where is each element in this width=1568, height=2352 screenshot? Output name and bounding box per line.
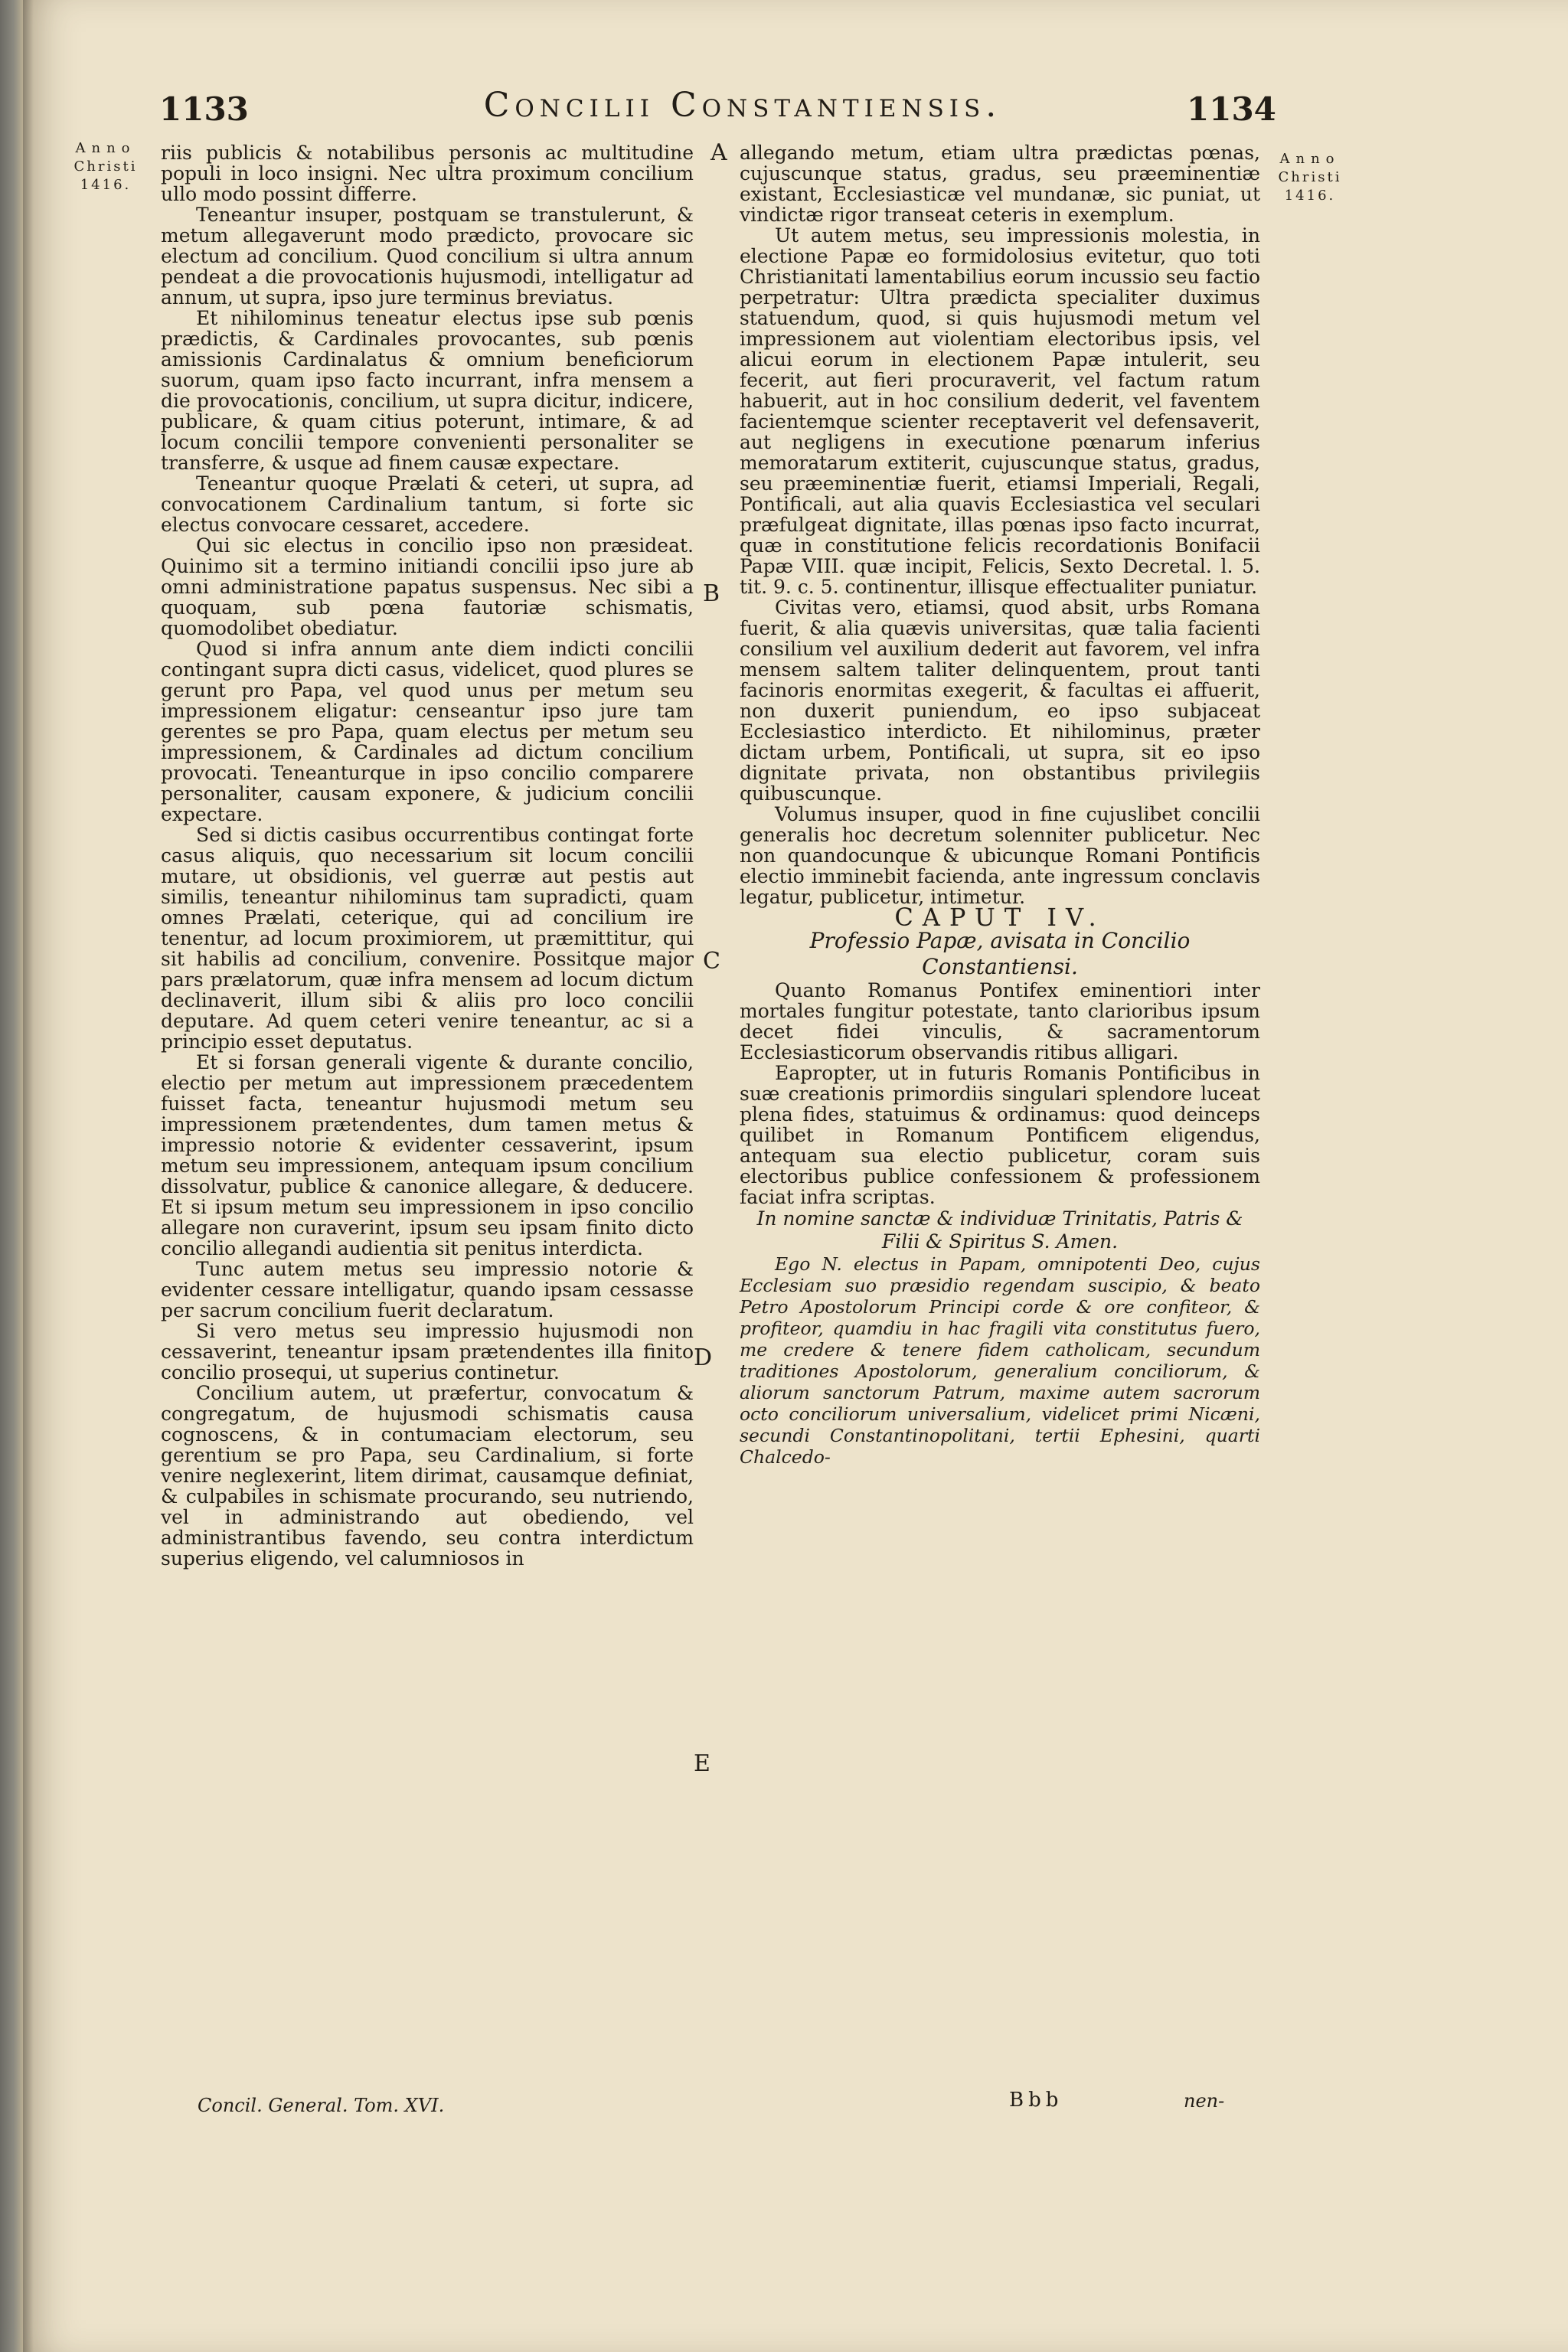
- section-marker-b: B: [703, 580, 720, 607]
- left-margin-note: [60, 139, 152, 194]
- chapter-subtitle: Professio Papæ, avisata in Concilio Constantiensi.: [809, 928, 1191, 979]
- catchword: nen-: [1184, 2090, 1225, 2112]
- paragraph: Et nihilominus teneatur electus ipse sub pœnis prædictis, & Cardinales provocantes, sub pœnis amissionis Cardinalatus & omnium beneficiorum suorum, quam ipso facto incurrant, infra mensem a die provocationis, concilium, ut supra dicitur, indicere, publicare, & quam citius poterunt, intimare, & ad locum concilii tempore convenienti personaliter se transferre, & usque ad finem causæ expectare.: [161, 307, 694, 474]
- section-marker-a: A: [710, 139, 727, 166]
- paragraph: Eapropter, ut in futuris Romanis Pontificibus in suæ creationis primordiis singulari splendore luceat plena fides, statuimus & ordinamus: quod deinceps quilibet in Romanum Pontificem eligendus, antequam sua electio publicetur, coram suis electoribus publice confessionem & professionem faciat infra scriptas.: [740, 1062, 1260, 1208]
- right-margin-note: [1260, 150, 1360, 205]
- paragraph: Concilium autem, ut præfertur, convocatum & congregatum, de hujusmodi schismatis causa cognoscens, & in contumaciam electorum, seu gerentium se pro Papa, seu Cardinalium, si forte venire neglexerint, litem dirimat, causamque definiat, & culpabiles in schismate procurando, seu nutriendo, vel in administrando aut obediendo, vel administrantibus favendo, seu contra interdictum superius eligendo, vel calumniosos in: [161, 1382, 694, 1570]
- paragraph: Quanto Romanus Pontifex eminentiori inter mortales fungitur potestate, tanto clarioribus ipsum decet fidei vinculis, & sacramentorum Ecclesiasticorum observandis ritibus alligari.: [740, 979, 1260, 1063]
- paragraph: Si vero metus seu impressio hujusmodi non cessaverint, teneantur ipsam prætendentes illa finito concilio prosequi, ut superius continetur.: [161, 1320, 694, 1383]
- section-marker-e: E: [694, 1750, 710, 1777]
- paragraph: Quod si infra annum ante diem indicti concilii contingant supra dicti casus, videlicet, quod plures se gerunt pro Papa, vel quod unus per metum seu impressionem eligatur: censeantur ipso jure tam gerentes se pro Papa, quam electus per metum seu impressionem, & Cardinales ad dictum concilium provocati. Teneanturque in ipso concilio comparere personaliter, causam exponere, & judicium concilii expectare.: [161, 638, 694, 825]
- book-gutter: [0, 0, 23, 2352]
- paragraph: Teneantur quoque Prælati & ceteri, ut supra, ad convocationem Cardinalium tantum, si forte sic electus convocare cessaret, accedere.: [161, 472, 694, 536]
- margin-note-christi: Christi: [74, 158, 138, 175]
- signature-mark: Bbb: [1009, 2089, 1063, 2112]
- margin-note-anno: Anno: [75, 140, 136, 156]
- volume-footer: Concil. General. Tom. XVI.: [198, 2095, 445, 2116]
- margin-note-year: 1416.: [1284, 188, 1336, 204]
- paragraph: allegando metum, etiam ultra prædictas pœnas, cujuscunque status, gradus, seu præeminentiæ existant, Ecclesiasticæ vel mundanæ, sic puniat, ut vindictæ rigor transeat ceteris in exemplum.: [740, 142, 1260, 226]
- paragraph: Volumus insuper, quod in fine cujuslibet concilii generalis hoc decretum solenniter publicetur. Nec non quandocunque & ubicunque Romani Pontificis electio imminebit facienda, ante ingressum conclavis legatur, publicetur, intimetur.: [740, 803, 1260, 908]
- paragraph: Teneantur insuper, postquam se transtulerunt, & metum allegaverunt modo prædicto, provocare sic electum ad concilium. Quod concilium si ultra annum pendeat a die provocationis hujusmodi, intelligatur ad annum, ut supra, ipso jure terminus breviatus.: [161, 204, 694, 309]
- left-text-column: [161, 142, 694, 1569]
- paragraph: Qui sic electus in concilio ipso non præsideat. Quinimo sit a termino initiandi concilii ipso jure ab omni administratione papatus suspensus. Nec sibi a quoquam, sub pœna fautoriæ schismatis, quomodolibet obediatur.: [161, 534, 694, 639]
- margin-note-year: 1416.: [80, 177, 132, 193]
- paragraph: Ut autem metus, seu impressionis molestia, in electione Papæ eo formidolosius evitetur, quo toti Christianitati lamentabilius eorum incussio seu factio perpetratur: Ultra prædicta specialiter duximus statuendum, quod, si quis hujusmodi metum vel impressionem aut violentiam electoribus ipsis, vel alicui eorum in electionem Papæ intulerit, seu fecerit, aut fieri procuraverit, vel factum ratum habuerit, aut in hoc consilium dederit, vel faventem facientemque scienter receptaverit vel defensaverit, aut negligens in executione pœnarum inferius memoratarum extiterit, cujuscunque status, gradus, seu præeminentiæ fuerit, etiamsi Imperiali, Regali, Pontificali, aut alia quavis Ecclesiastica vel seculari præfulgeat dignitate, illas pœnas ipso facto incurrat, quæ in constitutione felicis recordationis Bonifacii Papæ VIII. quæ incipit, Felicis, Sexto Decretal. l. 5. tit. 9. c. 5. continentur, illisque effectualiter puniatur.: [740, 224, 1260, 598]
- paragraph: Tunc autem metus seu impressio notorie & evidenter cessare intelligatur, quando ipsam cessasse per sacrum concilium fuerit declaratum.: [161, 1258, 694, 1321]
- left-page-number: 1133: [159, 90, 249, 128]
- paragraph: Sed si dictis casibus occurrentibus contingat forte casus aliquis, quo necessarium sit locum concilii mutare, ut obsidionis, vel guerræ aut pestis aut similis, teneantur nihilominus tam supradicti, quam omnes Prælati, ceterique, qui ad concilium ire tenentur, ad locum proximiorem, ut præmittitur, qui sit habilis ad concilium, convenire. Possitque major pars prælatorum, quæ infra mensem ad locum dictum declinaverit, illum sibi & aliis pro loco concilii deputare. Ad quem ceteri venire teneantur, ac si a principio esset deputatus.: [161, 824, 694, 1053]
- paragraph: riis publicis & notabilibus personis ac multitudine populi in loco insigni. Nec ultra proximum concilium ullo modo possint differre.: [161, 142, 694, 205]
- right-text-column: [740, 142, 1260, 1468]
- paragraph: Et si forsan generali vigente & durante concilio, electio per metum aut impressionem præcedentem fuisset facta, teneantur hujusmodi metum seu impressionem prætendentes, dum tamen metus & impressio notorie & evidenter cessaverint, ipsum metum seu impressionem, antequam ipsum concilium dissolvatur, publice & canonice allegare, & deducere. Et si ipsum metum seu impressionem in ipso concilio allegare non curaverint, ipsum seu ipsam finito dicto concilio allegandi audientia sit penitus interdicta.: [161, 1051, 694, 1259]
- chapter-heading: CAPUT IV.: [894, 903, 1106, 932]
- right-page-number: 1134: [1187, 90, 1276, 128]
- profession-text: Ego N. electus in Papam, omnipotenti Deo, cujus Ecclesiam suo præsidio regendam suscipio, & beato Petro Apostolorum Principi corde & ore confiteor, & profiteor, quamdiu in hac fragili vita constitutus fuero, me credere & tenere fidem catholicam, secundum traditiones Apostolorum, generalium conciliorum, & aliorum sanctorum Patrum, maxime autem sacrorum octo conciliorum universalium, videlicet primi Nicæni, secundi Constantinopolitani, tertii Ephesini, quarti Chalcedo-: [740, 1253, 1260, 1468]
- invocation: In nomine sanctæ & individuæ Trinitatis, Patris & Filii & Spiritus S. Amen.: [756, 1207, 1243, 1253]
- page-shadow: [23, 0, 34, 2352]
- margin-note-christi: Christi: [1278, 169, 1342, 185]
- section-marker-d: D: [694, 1344, 713, 1371]
- margin-note-anno: Anno: [1279, 151, 1341, 167]
- running-title: Concilii Constantiensis.: [483, 86, 1002, 125]
- section-marker-c: C: [703, 948, 720, 975]
- paragraph: Civitas vero, etiamsi, quod absit, urbs Romana fuerit, & alia quævis universitas, quæ talia facienti consilium vel auxilium dederit aut favorem, vel infra mensem saltem taliter delinquentem, prout tanti facinoris enormitas exegerit, & facultas ei affuerit, non duxerit puniendum, eo ipso subjaceat Ecclesiastico interdicto. Et nihilominus, præter dictam urbem, Pontificali, ut supra, sit eo ipso dignitate privata, non obstantibus privilegiis quibuscunque.: [740, 596, 1260, 805]
